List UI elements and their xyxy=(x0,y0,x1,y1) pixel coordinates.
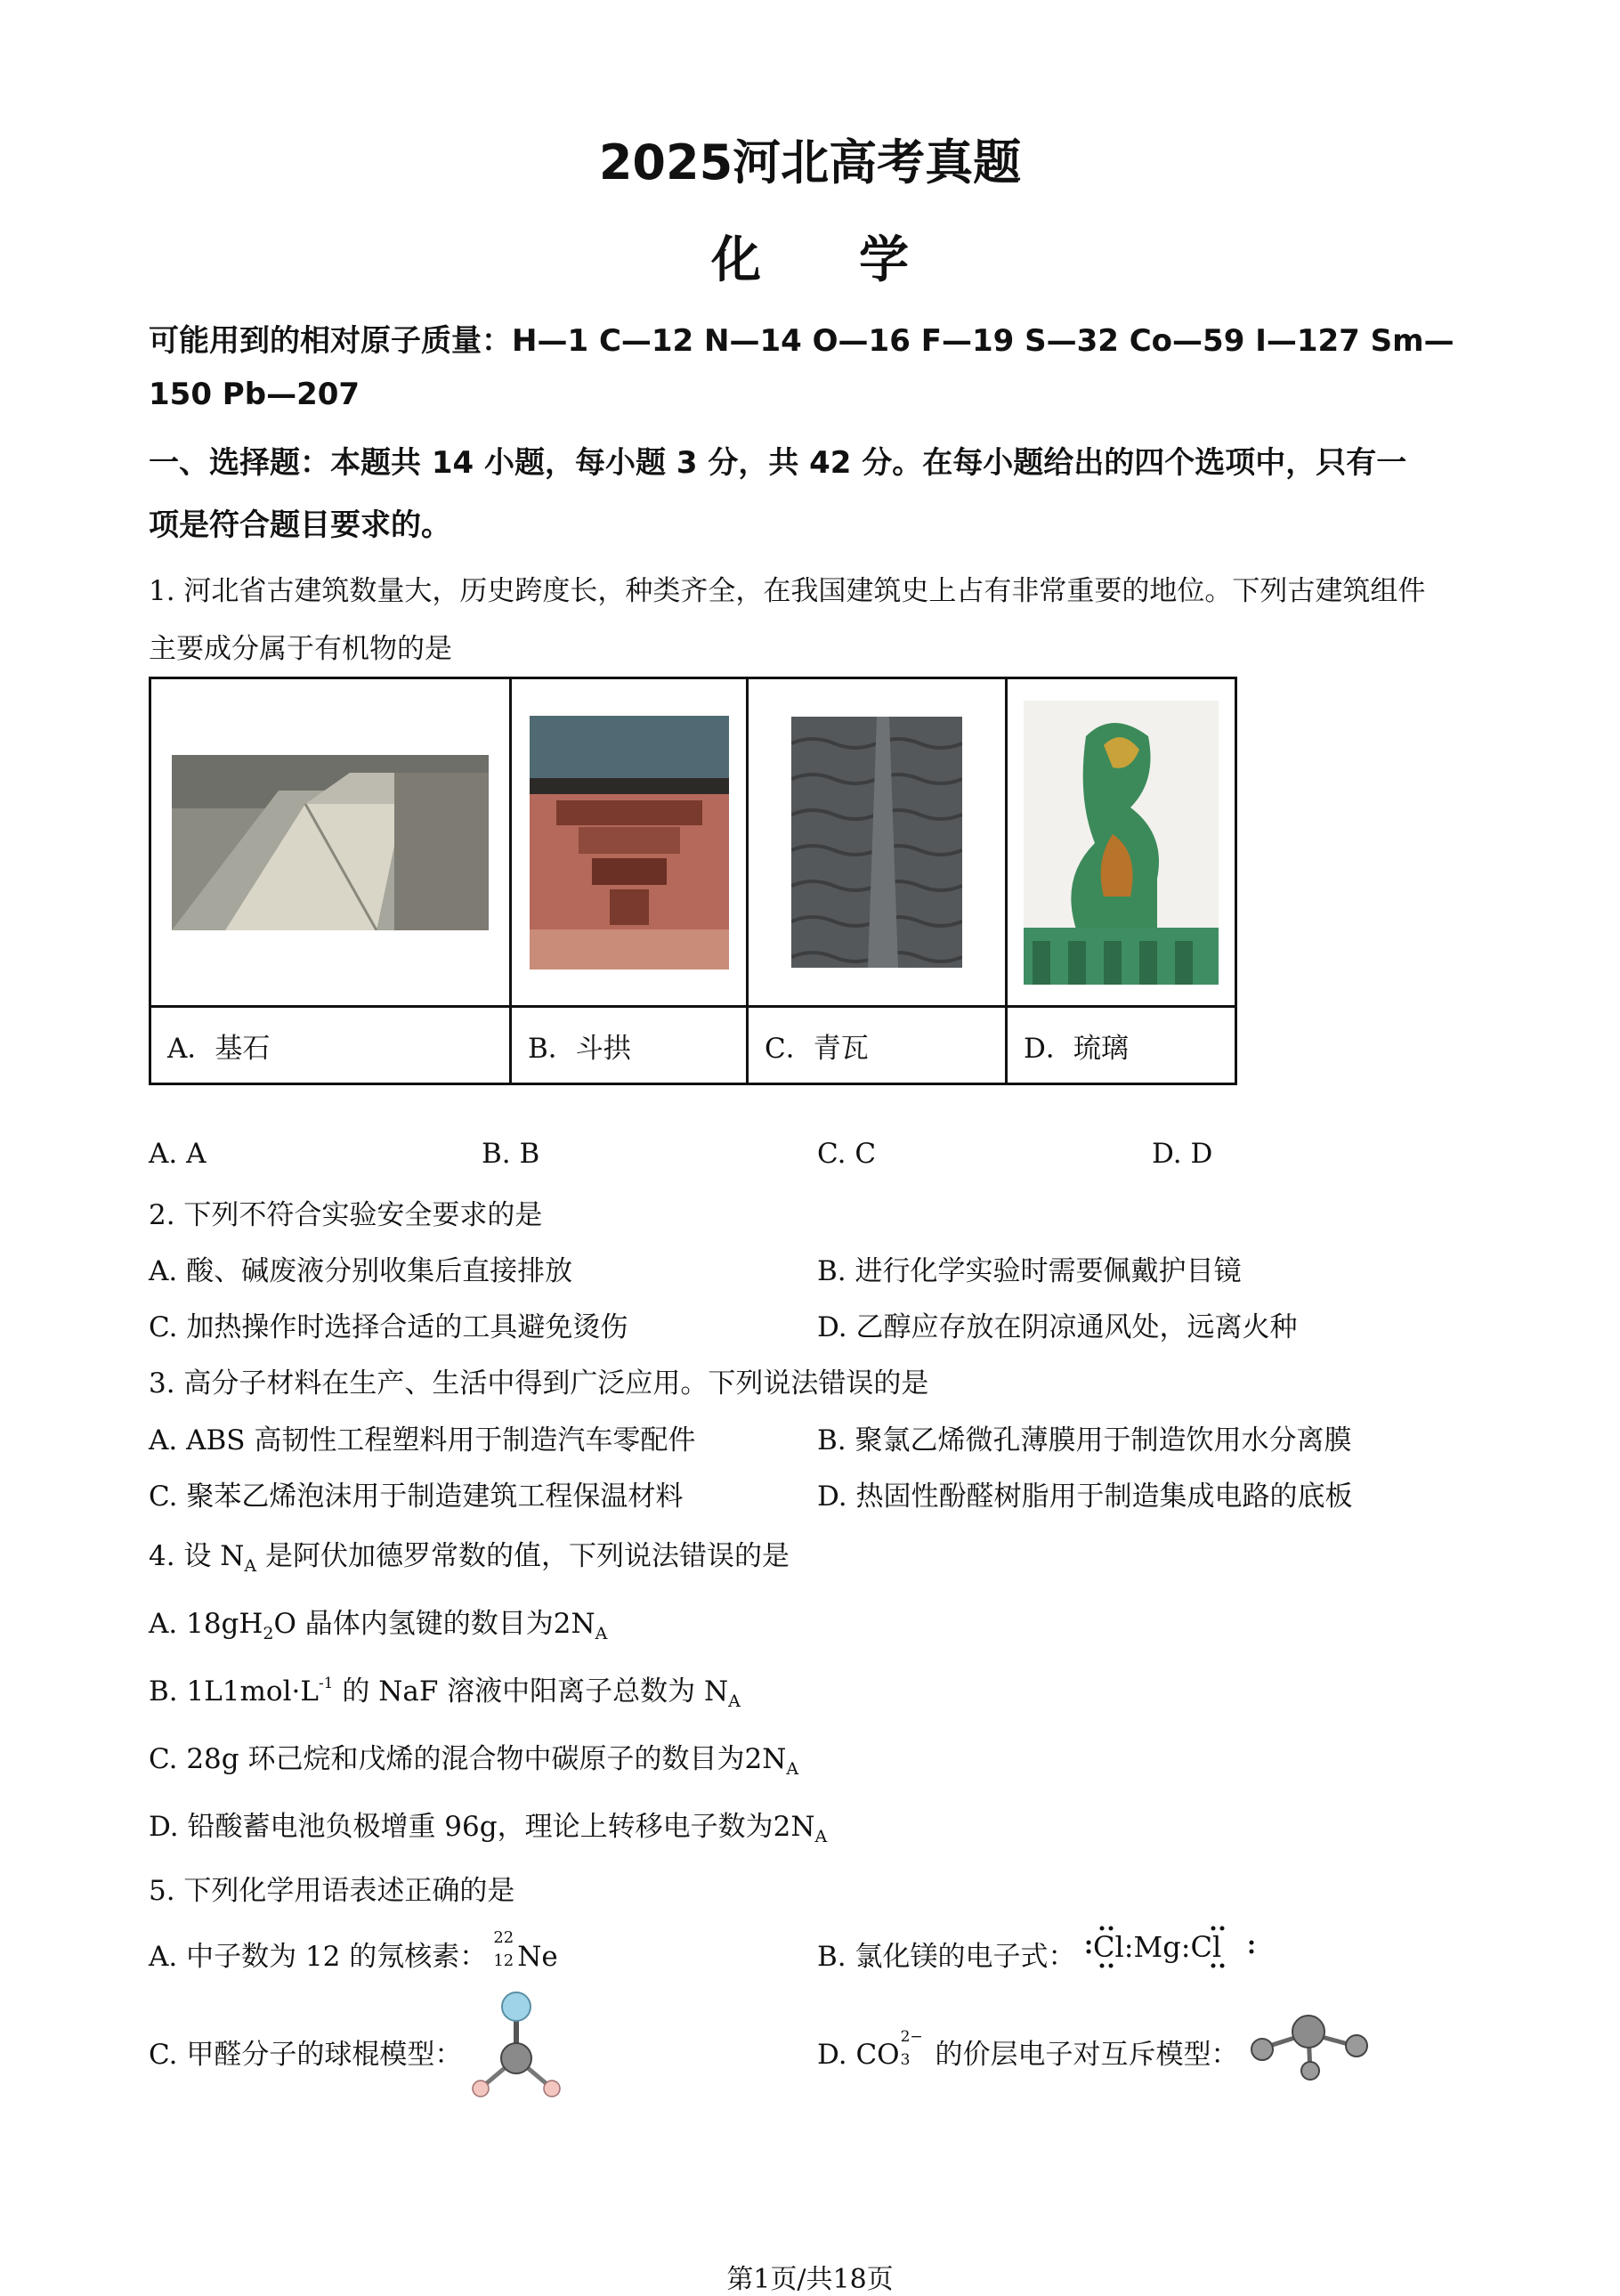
formaldehyde-ball-stick-model xyxy=(463,1987,570,2103)
q1-image-table xyxy=(149,677,1237,1085)
q4-stem-text-a: 4. 设 N xyxy=(149,1540,245,1572)
q4-d-text: D. 铅酸蓄电池负极增重 96g，理论上转移电子数为2N xyxy=(149,1811,815,1843)
image-cell-a xyxy=(150,678,511,1007)
q4-stem-text-b: 是阿伏加德罗常数的值，下列说法错误的是 xyxy=(256,1540,790,1572)
page-title: 2025河北高考真题 xyxy=(598,134,1022,191)
q1-option-a: A. A xyxy=(149,1138,207,1170)
grey-tile-roof-image xyxy=(791,717,962,968)
atomic-masses-line2: 150 Pb—207 xyxy=(149,377,360,412)
q5-a-text: A. 中子数为 12 的氖核素： xyxy=(149,1941,488,1973)
q3-option-b: B. 聚氯乙烯微孔薄膜用于制造饮用水分离膜 xyxy=(817,1424,1352,1456)
q4-a-sub-2: A xyxy=(595,1624,608,1643)
q3-option-d: D. 热固性酚醛树脂用于制造集成电路的底板 xyxy=(817,1481,1353,1513)
dougong-bracket-image xyxy=(530,716,729,970)
q4-b-text-2: 的 NaF 溶液中阳离子总数为 N xyxy=(333,1675,729,1708)
ne-mass-number: 22 xyxy=(493,1928,514,1947)
q5-option-a xyxy=(149,1928,558,1974)
glazed-ornament-image xyxy=(1024,701,1219,985)
q4-option-d xyxy=(149,1804,827,1846)
q5-stem: 5. 下列化学用语表述正确的是 xyxy=(149,1875,515,1907)
q4-stem xyxy=(149,1533,790,1576)
q1-stem-line2: 主要成分属于有机物的是 xyxy=(149,633,452,665)
q4-a-text-2: O 晶体内氢键的数目为2N xyxy=(273,1608,595,1640)
q4-option-c xyxy=(149,1736,798,1779)
image-cell-d xyxy=(1007,678,1236,1007)
q1-stem-line1: 1. 河北省古建筑数量大，历史跨度长，种类齐全，在我国建筑史上占有非常重要的地位。下列古建筑组件 xyxy=(149,575,1426,607)
mgcl2-electron-formula xyxy=(1084,1923,1262,1973)
co3-vsepr-model xyxy=(1246,2001,1371,2081)
q3-stem: 3. 高分子材料在生产、生活中得到广泛应用。下列说法错误的是 xyxy=(149,1367,929,1400)
q2-option-a: A. 酸、碱废液分别收集后直接排放 xyxy=(149,1255,573,1287)
q4-a-sub-1: 2 xyxy=(263,1624,274,1643)
q2-option-c: C. 加热操作时选择合适的工具避免烫伤 xyxy=(149,1311,628,1343)
stone-stairs-image xyxy=(172,755,489,930)
subject-title: 化学 xyxy=(711,231,1007,289)
q4-c-text: C. 28g 环己烷和戊烯的混合物中碳原子的数目为2N xyxy=(149,1743,787,1775)
image-cell-c xyxy=(748,678,1007,1007)
q5-b-text: B. 氯化镁的电子式： xyxy=(817,1941,1076,1973)
q5-option-c: C. 甲醛分子的球棍模型： xyxy=(149,2039,463,2071)
q3-option-a: A. ABS 高韧性工程塑料用于制造汽车零配件 xyxy=(149,1424,696,1456)
table-label-b: B．斗拱 xyxy=(511,1007,748,1084)
section-heading-line2: 项是符合题目要求的。 xyxy=(149,507,451,543)
table-label-a: A．基石 xyxy=(150,1007,511,1084)
q3-option-c: C. 聚苯乙烯泡沫用于制造建筑工程保温材料 xyxy=(149,1481,684,1513)
section-heading-line1: 一、选择题：本题共 14 小题，每小题 3 分，共 42 分。在每小题给出的四个选项中，只有一 xyxy=(149,445,1407,481)
q5-option-d xyxy=(817,2028,1239,2072)
q5-option-b xyxy=(817,1934,1076,1974)
q4-c-sub: A xyxy=(786,1759,799,1779)
ne-symbol: Ne xyxy=(517,1941,558,1973)
q2-option-b: B. 进行化学实验时需要佩戴护目镜 xyxy=(817,1255,1242,1287)
q4-option-b xyxy=(149,1668,741,1711)
ne-nuclide-numbers xyxy=(487,1928,517,1970)
q4-option-a xyxy=(149,1601,607,1643)
mgcl2-formula-text: Cl:Mg:Cl xyxy=(1093,1930,1222,1964)
atomic-masses-line1: 可能用到的相对原子质量：H—1 C—12 N—14 O—16 F—19 S—32 Co—59 I—127 Sm— xyxy=(149,323,1454,359)
q2-option-d: D. 乙醇应存放在阴凉通风处，远离火种 xyxy=(817,1311,1298,1343)
co3-charge xyxy=(900,2028,927,2069)
q1-option-c: C. C xyxy=(817,1138,877,1170)
q4-d-sub: A xyxy=(814,1827,828,1846)
q5-d-text-2: 的价层电子对互斥模型： xyxy=(926,2039,1239,2071)
ne-atomic-number: 12 xyxy=(493,1951,514,1970)
table-label-d: D．琉璃 xyxy=(1007,1007,1236,1084)
q4-a-text-1: A. 18gH xyxy=(149,1608,263,1640)
image-cell-b xyxy=(511,678,748,1007)
q4-b-sub: A xyxy=(728,1692,741,1711)
q4-b-text-1: B. 1L1mol·L xyxy=(149,1675,319,1708)
q4-stem-subscript: A xyxy=(244,1556,257,1576)
q5-d-sub: 3 xyxy=(900,2051,911,2069)
q2-stem: 2. 下列不符合实验安全要求的是 xyxy=(149,1199,543,1231)
table-label-c: C．青瓦 xyxy=(748,1007,1007,1084)
q5-d-text-1: D. CO xyxy=(817,2039,900,2071)
q4-b-sup: -1 xyxy=(318,1675,334,1692)
page-footer: 第1页/共18页 xyxy=(726,2264,894,2295)
q5-d-sup: 2− xyxy=(900,2028,923,2046)
q1-option-b: B. B xyxy=(482,1138,540,1170)
q1-option-d: D. D xyxy=(1152,1138,1213,1170)
